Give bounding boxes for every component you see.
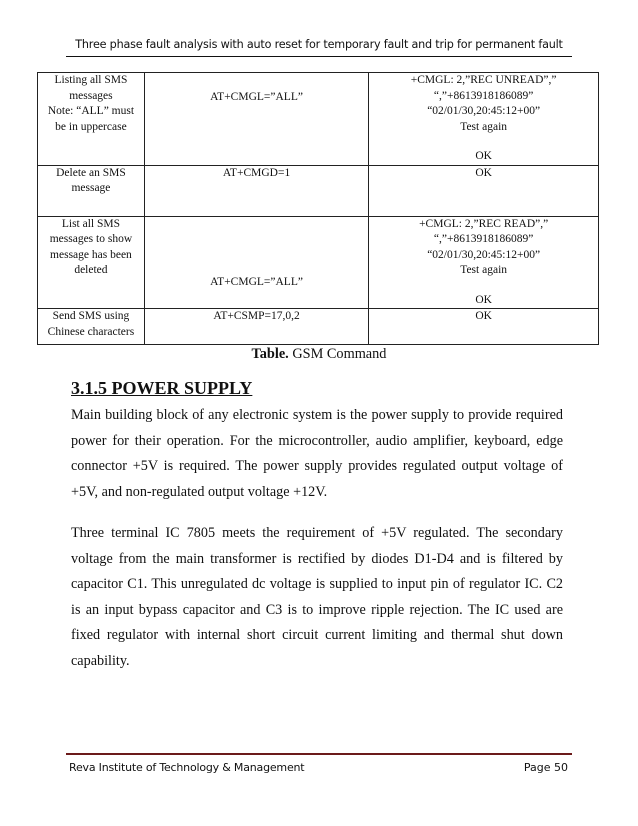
- section-heading: 3.1.5 POWER SUPPLY: [71, 378, 253, 398]
- caption-text: GSM Command: [288, 346, 387, 362]
- response-status: OK: [475, 293, 492, 306]
- body-paragraph: Three terminal IC 7805 meets the requirement of +5V regulated. The secondary voltage from the main transformer is rectified by diodes D1-D4 and is filtered by capacitor C1. This unregulated dc voltage is supplied to input pin of regulator IC. C2 is an input bypass capacitor and C3 is to improve ripple rejection. The IC used are fixed regulator with internal short circuit current limiting and thermal shut down capability.: [71, 525, 563, 669]
- row-description: Listing all SMS messages Note: “ALL” must be in uppercase: [38, 73, 145, 166]
- response-status: OK: [475, 310, 492, 322]
- table-row: [38, 309, 599, 345]
- row-response: [369, 309, 599, 345]
- row-command: AT+CSMP=17,0,2: [144, 309, 368, 345]
- footer-rule: [66, 753, 572, 755]
- running-header: Three phase fault analysis with auto reset for temporary fault and trip for permanent fault: [75, 38, 563, 51]
- caption-label: Table.: [251, 346, 289, 362]
- body-paragraph: Main building block of any electronic system is the power supply to provide required power for their operation. For the microcontroller, audio amplifier, keyboard, edge connector +5V is required. The power supply provides regulated output voltage of +5V, and non-regulated output voltage +12V.: [71, 407, 563, 500]
- row-description: Delete an SMS message: [38, 165, 145, 216]
- table-row: [38, 73, 599, 166]
- row-command: AT+CMGD=1: [144, 165, 368, 216]
- response-status: OK: [475, 166, 492, 179]
- response-status: OK: [475, 150, 492, 162]
- row-command: AT+CMGL=”ALL”: [144, 73, 368, 166]
- row-response: +CMGL: 2,”REC UNREAD”,” “,”+8613918186089” “02/01/30,20:45:12+00” Test again OK: [369, 73, 599, 166]
- footer-institution: Reva Institute of Technology & Management: [69, 761, 305, 774]
- row-command: AT+CMGL=”ALL”: [144, 216, 368, 309]
- page-number: Page 50: [523, 761, 568, 774]
- row-response: [369, 165, 599, 216]
- row-description: List all SMS messages to show message has been deleted: [38, 216, 145, 309]
- row-response: +CMGL: 2,”REC READ”,” “,”+8613918186089” “02/01/30,20:45:12+00” Test again OK: [369, 216, 599, 309]
- table-row: [38, 165, 599, 216]
- table-row: [38, 216, 599, 309]
- row-description: Send SMS using Chinese characters: [38, 309, 145, 345]
- gsm-command-table: [37, 72, 599, 345]
- header-rule: [66, 56, 572, 57]
- table-caption: [0, 346, 638, 363]
